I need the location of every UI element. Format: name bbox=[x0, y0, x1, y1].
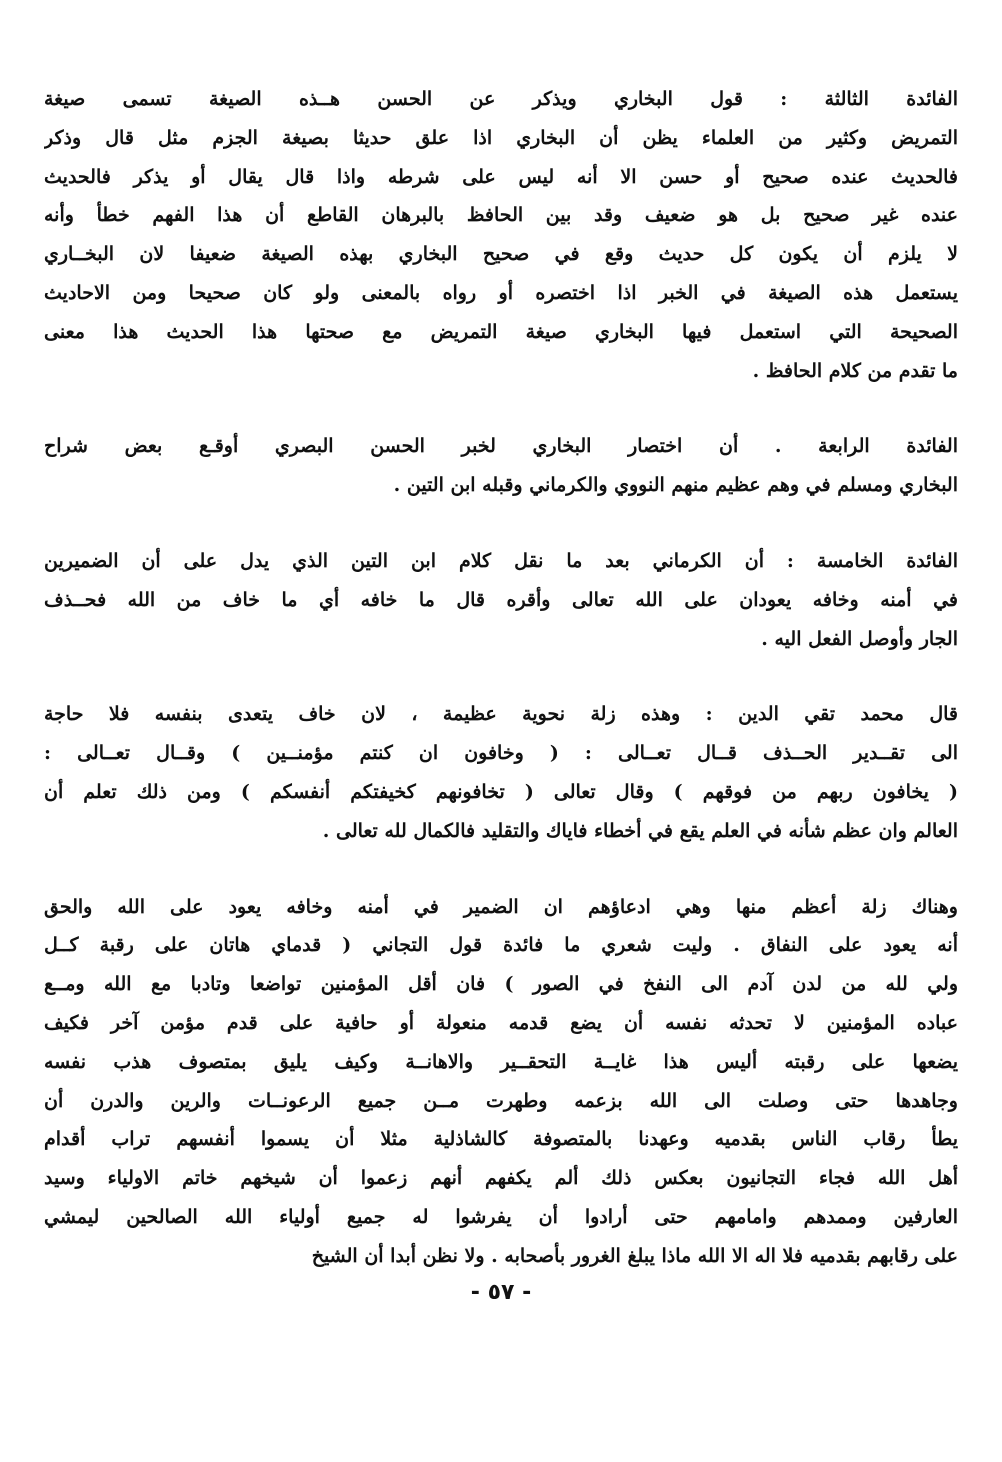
paragraph-gap bbox=[44, 505, 958, 542]
text-line: عنده غير صحيح بل هو ضعيف وقد بين الحافظ بالبرهان القاطع أن هذا الفهم خطأ وأنه bbox=[44, 204, 958, 227]
text-line: على رقابهم بقدميه فلا اله الا الله ماذا يبلغ الغرور بأصحابه . ولا نظن أبدا أن الشيخ bbox=[311, 1244, 958, 1267]
text-line: لا يلزم أن يكون كل حديث وقع في صحيح البخاري بهذه الصيغة ضعيفا لان البخــاري bbox=[44, 243, 958, 266]
text-line: أنه يعود على النفاق . وليت شعري ما فائدة قول التجاني ( قدماي هاتان على رقبة كــل bbox=[44, 934, 958, 957]
paragraph bbox=[44, 888, 958, 1276]
text-line: وجاهدها حتى وصلت الى الله بزعمه وطهرت مــن جميع الرعونــات والرين والدرن أن bbox=[44, 1089, 958, 1112]
text-line: في أمنه وخافه يعودان على الله تعالى وأقره قال ما خافه أي ما خاف من الله فحــذف bbox=[44, 588, 958, 611]
text-line: التمريض وكثير من العلماء يظن أن البخاري اذا علق حديثا بصيغة الجزم مثل قال وذكر bbox=[44, 126, 958, 149]
text-line: وهناك زلة أعظم منها وهي ادعاؤهم ان الضمير في أمنه وخافه يعود على الله والحق bbox=[44, 895, 958, 918]
text-line: ( يخافون ربهم من فوقهم ) وقال تعالى ( تخافونهم كخيفتكم أنفسكم ) ومن ذلك تعلم أن bbox=[44, 780, 958, 803]
text-line: قال محمد تقي الدين : وهذه زلة نحوية عظيمة ، لان خاف يتعدى بنفسه فلا حاجة bbox=[44, 703, 958, 726]
text-line: ولي لله من لدن آدم الى النفخ في الصور ) فان أقل المؤمنين تواضعا وتادبا مع الله ومــع bbox=[44, 973, 958, 996]
paragraph-gap bbox=[44, 851, 958, 888]
text-line: يطأ رقاب الناس بقدميه وعهدنا بالمتصوفة كالشاذلية مثلا أن يسموا أنفسهم تراب أقدام bbox=[44, 1128, 958, 1151]
paragraph bbox=[44, 80, 958, 390]
text-line: الفائدة الرابعة . أن اختصار البخاري لخبر الحسن البصري أوقـع بعض شراح bbox=[44, 435, 958, 458]
text-line: الفائدة الثالثة : قول البخاري ويذكر عن الحسن هــذه الصيغة تسمى صيغة bbox=[44, 88, 958, 110]
text-line: فالحديث عنده صحيح أو حسن الا أنه ليس على شرطه واذا قال يقال أو يذكر فالحديث bbox=[44, 165, 958, 188]
page-number: - ٥٧ - bbox=[470, 1280, 532, 1305]
text-line: يضعها على رقبته أليس هذا غايــة التحقــير والاهانــة وكيف يليق بمتصوف هذب نفسه bbox=[44, 1050, 958, 1073]
text-line: العارفين وممدهم وامامهم حتى أرادوا أن يفرشوا له جميع أولياء الله الصالحين ليمشي bbox=[44, 1205, 958, 1228]
paragraph-gap bbox=[44, 390, 958, 427]
text-line: الجار وأوصل الفعل اليه . bbox=[761, 627, 958, 650]
paragraph bbox=[44, 695, 958, 850]
paragraph bbox=[44, 427, 958, 505]
paragraph bbox=[44, 542, 958, 658]
text-line: يستعمل هذه الصيغة في الخبر اذا اختصره أو رواه بالمعنى ولو كان صحيحا ومن الاحاديث bbox=[44, 281, 958, 304]
text-line: أهل الله فجاء التجانيون بعكس ذلك ألم يكفهم أنهم زعموا أن شيخهم خاتم الاولياء وسيد bbox=[44, 1167, 958, 1190]
paragraph-gap bbox=[44, 658, 958, 695]
text-line: عباده المؤمنين لا تحدثه نفسه أن يضع قدمه منعولة أو حافية على قدم مؤمن آخر فكيف bbox=[44, 1011, 958, 1034]
text-line: الفائدة الخامسة : أن الكرماني بعد ما نقل كلام ابن التين الذي يدل على أن الضميرين bbox=[44, 549, 958, 572]
text-line: الصحيحة التي استعمل فيها البخاري صيغة التمريض مع صحتها هذا الحديث هذا معنى bbox=[44, 320, 958, 343]
text-line: العالم وان عظم شأنه في العلم يقع في أخطاء فاياك والتقليد فالكمال لله تعالى . bbox=[322, 819, 958, 842]
text-line: الى تقــدير الحــذف قــال تعــالى : ( وخافون ان كنتم مؤمنــين ) وقــال تعــالى : bbox=[44, 742, 958, 765]
body-text bbox=[44, 80, 958, 1276]
text-line: البخاري ومسلم في وهم عظيم منهم النووي والكرماني وقبله ابن التين . bbox=[393, 474, 958, 497]
text-line: ما تقدم من كلام الحافظ . bbox=[752, 359, 958, 382]
